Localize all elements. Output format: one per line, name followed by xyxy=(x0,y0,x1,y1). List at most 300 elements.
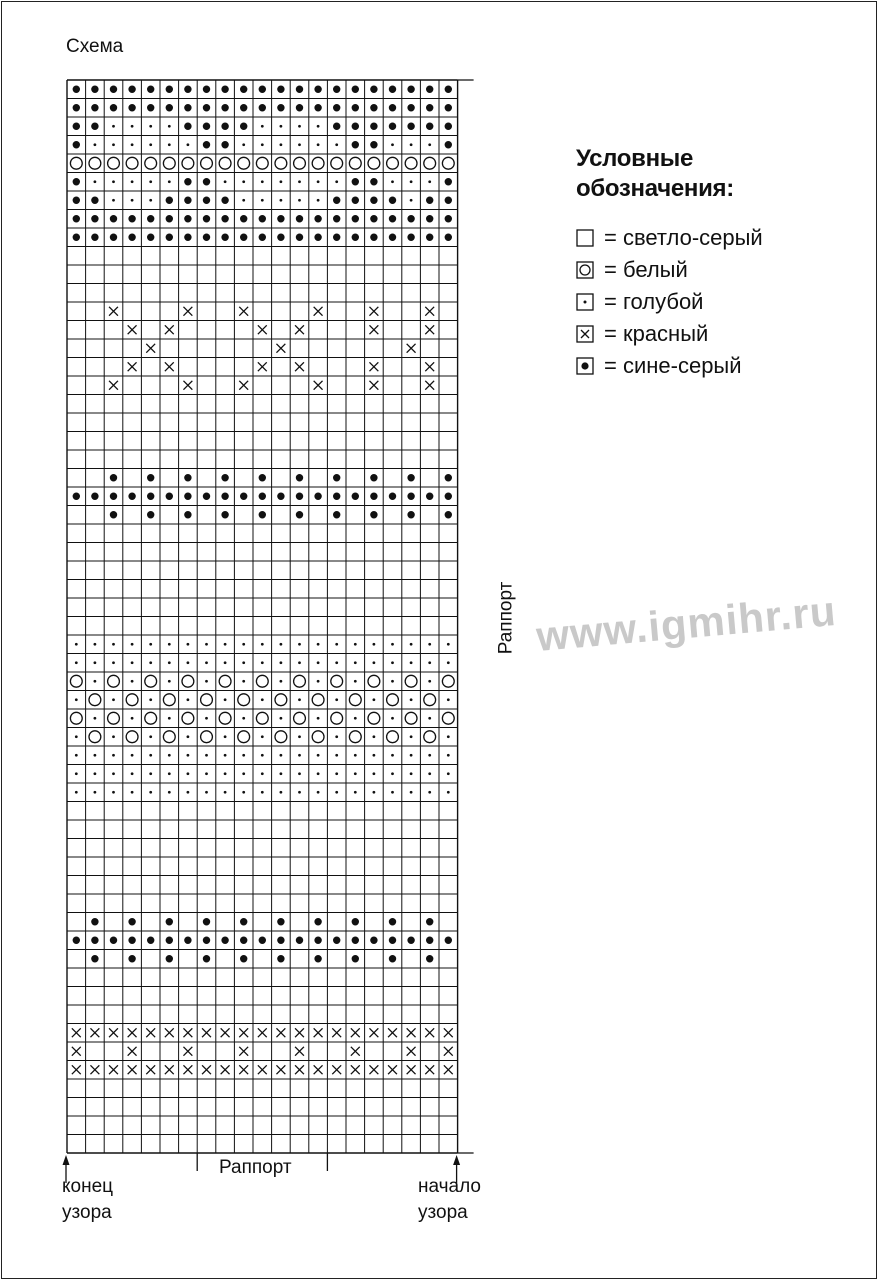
circle-symbol xyxy=(368,157,380,169)
legend-title-line2: обозначения: xyxy=(576,175,734,202)
dot-symbol xyxy=(147,493,154,500)
small-dot-symbol xyxy=(168,680,171,683)
small-dot-symbol xyxy=(373,698,376,701)
small-dot-symbol xyxy=(242,772,245,775)
dot-symbol xyxy=(166,197,173,204)
circle-symbol xyxy=(256,157,268,169)
small-dot-symbol xyxy=(149,698,152,701)
dot-symbol xyxy=(277,918,284,925)
dot-symbol xyxy=(389,123,396,130)
circle-symbol xyxy=(182,712,194,724)
small-dot-symbol xyxy=(187,143,190,146)
circle-symbol xyxy=(312,731,324,743)
circle-symbol xyxy=(145,712,157,724)
dot-symbol xyxy=(110,104,117,111)
small-dot-symbol xyxy=(428,180,431,183)
dot-symbol xyxy=(445,493,452,500)
circle-symbol xyxy=(126,694,138,706)
small-dot-symbol xyxy=(205,643,208,646)
dot-symbol xyxy=(277,955,284,962)
small-dot-symbol xyxy=(112,199,115,202)
small-dot-symbol xyxy=(428,643,431,646)
small-dot-symbol xyxy=(187,661,190,664)
small-dot-symbol xyxy=(168,772,171,775)
small-dot-symbol xyxy=(131,661,134,664)
small-dot-symbol xyxy=(131,772,134,775)
page-title: Схема xyxy=(66,36,124,57)
pattern-end-line2: узора xyxy=(62,1202,112,1223)
dot-symbol xyxy=(91,104,98,111)
dot-symbol xyxy=(407,511,414,518)
dot-symbol xyxy=(333,215,340,222)
dot-symbol xyxy=(407,215,414,222)
dot-symbol xyxy=(296,104,303,111)
rapport-vertical-label: Раппорт xyxy=(495,581,517,655)
small-dot-symbol xyxy=(391,754,394,757)
dot-symbol xyxy=(352,197,359,204)
dot-symbol xyxy=(240,955,247,962)
small-dot-symbol xyxy=(335,180,338,183)
circle-symbol xyxy=(89,157,101,169)
circle-symbol xyxy=(442,675,454,687)
dot-symbol xyxy=(314,918,321,925)
dot-symbol xyxy=(296,234,303,241)
dot-symbol xyxy=(389,234,396,241)
dot-symbol xyxy=(91,215,98,222)
dot-symbol xyxy=(221,511,228,518)
dot-symbol xyxy=(277,234,284,241)
dot-symbol xyxy=(221,215,228,222)
small-dot-symbol xyxy=(373,772,376,775)
dot-symbol xyxy=(333,197,340,204)
small-dot-symbol xyxy=(373,735,376,738)
small-dot-symbol xyxy=(94,643,97,646)
small-dot-symbol xyxy=(94,680,97,683)
dot-symbol xyxy=(110,234,117,241)
circle-symbol xyxy=(163,731,175,743)
dot-symbol xyxy=(407,86,414,93)
circle-symbol xyxy=(126,731,138,743)
dot-symbol xyxy=(184,493,191,500)
small-dot-symbol xyxy=(149,199,152,202)
small-dot-symbol xyxy=(242,180,245,183)
small-dot-symbol xyxy=(280,643,283,646)
circle-symbol xyxy=(387,694,399,706)
dot-symbol xyxy=(166,918,173,925)
small-dot-symbol xyxy=(410,754,413,757)
small-dot-symbol xyxy=(131,754,134,757)
circle-legend-icon xyxy=(576,261,594,279)
small-dot-symbol xyxy=(261,754,264,757)
dot-symbol xyxy=(352,234,359,241)
dot-symbol xyxy=(110,215,117,222)
small-dot-symbol xyxy=(317,125,320,128)
dot-symbol xyxy=(426,918,433,925)
dot-symbol xyxy=(203,86,210,93)
dot-symbol xyxy=(277,215,284,222)
dot-symbol xyxy=(296,493,303,500)
dot-symbol xyxy=(445,215,452,222)
dot-symbol xyxy=(203,234,210,241)
dot-symbol xyxy=(296,474,303,481)
circle-symbol xyxy=(201,694,213,706)
small-dot-symbol xyxy=(168,661,171,664)
small-dot-symbol xyxy=(94,143,97,146)
dot-symbol xyxy=(91,937,98,944)
circle-symbol xyxy=(312,157,324,169)
dot-symbol xyxy=(73,178,80,185)
dot-symbol xyxy=(73,104,80,111)
dot-symbol xyxy=(426,493,433,500)
small-dot-symbol xyxy=(149,735,152,738)
small-dot-symbol xyxy=(94,180,97,183)
small-dot-symbol xyxy=(75,735,78,738)
small-dot-symbol xyxy=(94,772,97,775)
small-dot-symbol xyxy=(224,698,227,701)
dot-symbol xyxy=(407,123,414,130)
small-dot-symbol xyxy=(410,643,413,646)
dot-symbol xyxy=(296,511,303,518)
small-dot-symbol xyxy=(391,717,394,720)
dot-symbol xyxy=(296,937,303,944)
dot-symbol xyxy=(277,937,284,944)
small-dot-symbol xyxy=(168,643,171,646)
small-dot-symbol xyxy=(261,143,264,146)
small-dot-symbol xyxy=(317,661,320,664)
rapport-horizontal-label: Раппорт xyxy=(219,1157,292,1178)
small-dot-symbol xyxy=(317,772,320,775)
small-dot-symbol xyxy=(298,180,301,183)
dot-symbol xyxy=(296,86,303,93)
small-dot-symbol xyxy=(112,125,115,128)
small-dot-symbol xyxy=(280,754,283,757)
dot-symbol xyxy=(128,104,135,111)
dot-symbol xyxy=(277,86,284,93)
dot-symbol xyxy=(389,918,396,925)
dot-symbol xyxy=(445,86,452,93)
dot-symbol xyxy=(314,493,321,500)
dot-symbol xyxy=(240,215,247,222)
small-dot-symbol xyxy=(298,735,301,738)
legend-items xyxy=(576,222,763,382)
small-dot-symbol xyxy=(261,180,264,183)
legend-item-label: = светло-серый xyxy=(604,225,763,250)
circle-symbol xyxy=(294,157,306,169)
dot-symbol xyxy=(240,86,247,93)
small-dot-symbol xyxy=(373,643,376,646)
dot-symbol xyxy=(259,493,266,500)
small-dot-symbol xyxy=(131,180,134,183)
dot-symbol xyxy=(426,234,433,241)
small-dot-symbol xyxy=(298,125,301,128)
dot-symbol xyxy=(203,141,210,148)
dot-symbol xyxy=(73,86,80,93)
dot-symbol xyxy=(314,215,321,222)
small-dot-symbol xyxy=(447,643,450,646)
small-dot-symbol xyxy=(261,125,264,128)
dot-symbol xyxy=(352,955,359,962)
circle-symbol xyxy=(238,731,250,743)
small-dot-symbol xyxy=(149,143,152,146)
small-dot-symbol xyxy=(94,791,97,794)
small-dot-symbol xyxy=(242,680,245,683)
small-dot-symbol xyxy=(317,643,320,646)
legend-title xyxy=(576,144,763,204)
dot-symbol xyxy=(73,493,80,500)
legend-title-line1: Условные xyxy=(576,145,694,172)
circle-symbol xyxy=(163,694,175,706)
dot-symbol xyxy=(240,123,247,130)
dot-symbol xyxy=(184,123,191,130)
dot-symbol xyxy=(445,511,452,518)
small-dot-symbol xyxy=(391,643,394,646)
small-dot-symbol xyxy=(112,754,115,757)
dot-symbol xyxy=(426,104,433,111)
small-dot-symbol xyxy=(205,754,208,757)
dot-symbol xyxy=(128,918,135,925)
pattern-start-arrow-head xyxy=(453,1155,460,1165)
circle-symbol xyxy=(70,712,82,724)
dot-symbol xyxy=(370,215,377,222)
dot-symbol xyxy=(128,493,135,500)
small-dot-symbol xyxy=(373,661,376,664)
dot-symbol xyxy=(203,123,210,130)
dot-symbol xyxy=(147,511,154,518)
dot-symbol xyxy=(73,123,80,130)
small-dot-symbol xyxy=(298,698,301,701)
dot-symbol xyxy=(203,937,210,944)
dot-symbol xyxy=(352,215,359,222)
dot-symbol xyxy=(73,215,80,222)
dot-symbol xyxy=(389,215,396,222)
dot-symbol xyxy=(370,141,377,148)
dot-symbol xyxy=(445,104,452,111)
small-dot-symbol xyxy=(280,180,283,183)
small-dot-symbol xyxy=(149,661,152,664)
small-dot-symbol xyxy=(261,199,264,202)
small-dot-symbol xyxy=(317,754,320,757)
small-dot-symbol xyxy=(168,143,171,146)
dot-symbol xyxy=(370,123,377,130)
dot-symbol xyxy=(184,86,191,93)
small-dot-symbol xyxy=(187,735,190,738)
circle-symbol xyxy=(349,694,361,706)
small-dot-symbol xyxy=(224,754,227,757)
pattern-start-line1: начало xyxy=(418,1176,481,1197)
small-dot-symbol xyxy=(75,772,78,775)
small-dot-symbol xyxy=(373,754,376,757)
dot-symbol xyxy=(407,937,414,944)
small-dot-symbol xyxy=(335,661,338,664)
small-dot-symbol xyxy=(317,143,320,146)
dot-symbol xyxy=(184,104,191,111)
small-dot-symbol xyxy=(187,643,190,646)
small-dot-symbol xyxy=(131,717,134,720)
small-dot-symbol xyxy=(298,791,301,794)
small-dot-symbol xyxy=(298,643,301,646)
small-dot-symbol xyxy=(391,680,394,683)
small-dot-symbol xyxy=(224,643,227,646)
small-dot-symbol xyxy=(242,143,245,146)
dot-symbol xyxy=(370,493,377,500)
circle-symbol xyxy=(312,694,324,706)
small-dot-symbol xyxy=(298,661,301,664)
dot-symbol xyxy=(203,197,210,204)
circle-symbol xyxy=(368,675,380,687)
dot-symbol xyxy=(91,123,98,130)
circle-symbol xyxy=(145,157,157,169)
dot-symbol xyxy=(333,493,340,500)
dot-symbol xyxy=(352,104,359,111)
small-dot-symbol xyxy=(205,791,208,794)
small-dot-symbol xyxy=(242,754,245,757)
small-dot-symbol xyxy=(149,643,152,646)
dot-symbol xyxy=(426,215,433,222)
dot-symbol xyxy=(110,937,117,944)
cross-legend-icon xyxy=(576,325,594,343)
small-dot-symbol xyxy=(317,680,320,683)
dot-symbol xyxy=(426,86,433,93)
dot-symbol xyxy=(128,937,135,944)
dot-symbol xyxy=(166,215,173,222)
dot-symbol xyxy=(240,493,247,500)
small-dot-symbol xyxy=(261,643,264,646)
small-dot-symbol xyxy=(112,698,115,701)
circle-symbol xyxy=(256,675,268,687)
small-dot-symbol xyxy=(335,754,338,757)
legend-item-label: = сине-серый xyxy=(604,353,742,378)
circle-symbol xyxy=(405,157,417,169)
small-dot-symbol xyxy=(242,717,245,720)
small-dot-symbol xyxy=(94,661,97,664)
small-dot-symbol xyxy=(280,143,283,146)
dot-symbol xyxy=(426,955,433,962)
dot-symbol xyxy=(370,474,377,481)
circle-symbol xyxy=(349,157,361,169)
circle-symbol xyxy=(145,675,157,687)
dot-symbol xyxy=(259,234,266,241)
circle-symbol xyxy=(126,157,138,169)
dot-symbol xyxy=(147,215,154,222)
dot-symbol xyxy=(240,918,247,925)
circle-symbol xyxy=(219,712,231,724)
dot-symbol xyxy=(203,215,210,222)
small-dot-symbol xyxy=(428,717,431,720)
small-dot-symbol xyxy=(428,754,431,757)
small-dot-symbol xyxy=(410,772,413,775)
small-dot-symbol xyxy=(428,791,431,794)
circle-symbol xyxy=(238,694,250,706)
dot-symbol xyxy=(445,123,452,130)
dot-symbol xyxy=(389,493,396,500)
dot-symbol xyxy=(407,493,414,500)
small-dot-symbol xyxy=(112,735,115,738)
watermark: www.igmihr.ru xyxy=(534,586,839,661)
dot-symbol xyxy=(389,104,396,111)
small-dot-symbol xyxy=(280,661,283,664)
small-dot-symbol xyxy=(428,772,431,775)
legend-item-label: = белый xyxy=(604,257,688,282)
dot-symbol xyxy=(259,511,266,518)
small-dot-symbol xyxy=(391,661,394,664)
dot-symbol xyxy=(259,86,266,93)
small-dot-symbol xyxy=(428,680,431,683)
dot-symbol xyxy=(91,86,98,93)
dot-symbol xyxy=(407,474,414,481)
dot-symbol xyxy=(184,234,191,241)
small-dot-symbol xyxy=(75,791,78,794)
dot-symbol xyxy=(296,215,303,222)
small-dot-symbol xyxy=(335,643,338,646)
circle-symbol xyxy=(275,157,287,169)
small-dot-symbol xyxy=(131,680,134,683)
dot-symbol xyxy=(73,141,80,148)
dot-symbol xyxy=(407,234,414,241)
small-dot-symbol xyxy=(261,735,264,738)
dot-symbol xyxy=(203,493,210,500)
circle-symbol xyxy=(275,731,287,743)
pattern-start-label xyxy=(418,1174,481,1226)
legend-item-label: = голубой xyxy=(604,289,704,314)
dot-symbol xyxy=(370,937,377,944)
small-dot-symbol xyxy=(75,661,78,664)
dot-symbol xyxy=(370,178,377,185)
dot-symbol xyxy=(184,511,191,518)
dot-symbol xyxy=(91,918,98,925)
dot-symbol xyxy=(73,234,80,241)
dot-symbol xyxy=(389,197,396,204)
small-dot-symbol xyxy=(354,772,357,775)
circle-symbol xyxy=(442,157,454,169)
small-dot-symbol xyxy=(149,754,152,757)
circle-symbol xyxy=(219,157,231,169)
dot-symbol xyxy=(370,511,377,518)
dot-symbol xyxy=(240,104,247,111)
dot-symbol xyxy=(91,234,98,241)
small-dot-symbol xyxy=(112,791,115,794)
circle-symbol xyxy=(201,157,213,169)
dot-symbol xyxy=(221,474,228,481)
legend-item-label: = красный xyxy=(604,321,709,346)
small-dot-symbol xyxy=(280,772,283,775)
dot-symbol xyxy=(445,474,452,481)
dot-legend-icon xyxy=(576,357,594,375)
circle-symbol xyxy=(108,675,120,687)
small-dot-symbol xyxy=(112,180,115,183)
small-dot-legend-icon xyxy=(576,293,594,311)
small-dot-symbol xyxy=(335,772,338,775)
dot-symbol xyxy=(352,493,359,500)
small-dot-symbol xyxy=(224,661,227,664)
dot-symbol xyxy=(259,104,266,111)
dot-symbol xyxy=(166,955,173,962)
dot-symbol xyxy=(240,234,247,241)
small-dot-symbol xyxy=(187,791,190,794)
small-dot-symbol xyxy=(242,791,245,794)
circle-symbol xyxy=(405,712,417,724)
small-dot-symbol xyxy=(187,772,190,775)
small-dot-symbol xyxy=(168,791,171,794)
small-dot-symbol xyxy=(354,754,357,757)
small-dot-symbol xyxy=(112,643,115,646)
circle-symbol xyxy=(275,694,287,706)
dot-symbol xyxy=(91,955,98,962)
dot-symbol xyxy=(352,141,359,148)
small-dot-symbol xyxy=(391,143,394,146)
small-dot-symbol xyxy=(335,143,338,146)
pattern-end-line1: конец xyxy=(62,1176,114,1197)
small-dot-symbol xyxy=(280,791,283,794)
